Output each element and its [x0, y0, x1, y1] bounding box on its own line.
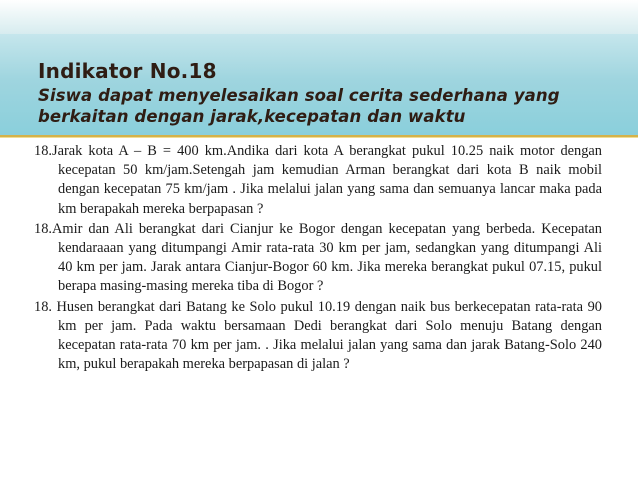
top-band: [0, 0, 638, 34]
problem-3: 18. Husen berangkat dari Batang ke Solo pukul 10.19 dengan naik bus berkecepatan rata-rata 90 km per jam. Pada waktu bersamaan Dedi berangkat dari Solo menuju Batang dengan kecepatan rata-rata 70 km per jam. . Jika melalui jalan yang sama dan jarak Batang-Solo 240 km, pukul berapakah mereka berpapasan di jalan ?: [34, 298, 602, 373]
problem-list: [34, 142, 602, 375]
slide-subtitle-line2: berkaitan dengan jarak,kecepatan dan waktu: [38, 107, 466, 126]
slide-subtitle-line1: Siswa dapat menyelesaikan soal cerita sederhana yang: [38, 86, 560, 105]
problem-1: 18.Jarak kota A – B = 400 km.Andika dari kota A berangkat pukul 10.25 naik motor dengan kecepatan 50 km/jam.Setengah jam kemudian Arman berangkat dari kota B naik mobil dengan kecepatan 75 km/jam . Jika melalui jalan yang sama dan semuanya lancar maka pada km berapakah mereka berpapasan ?: [34, 143, 602, 217]
slide-title: Indikator No.18: [38, 59, 217, 83]
problem-2: 18.Amir dan Ali berangkat dari Cianjur ke Bogor dengan kecepatan yang berbeda. Kecepatan kendaraaan yang ditumpangi Amir rata-rata 30 km per jam, sedangkan yang ditumpangi Ali 40 km per jam. Jarak antara Cianjur-Bogor 60 km. Jika mereka berangkat pukul 07.15, pukul berapa masing-masing mereka tiba di Bogor ?: [34, 220, 602, 295]
